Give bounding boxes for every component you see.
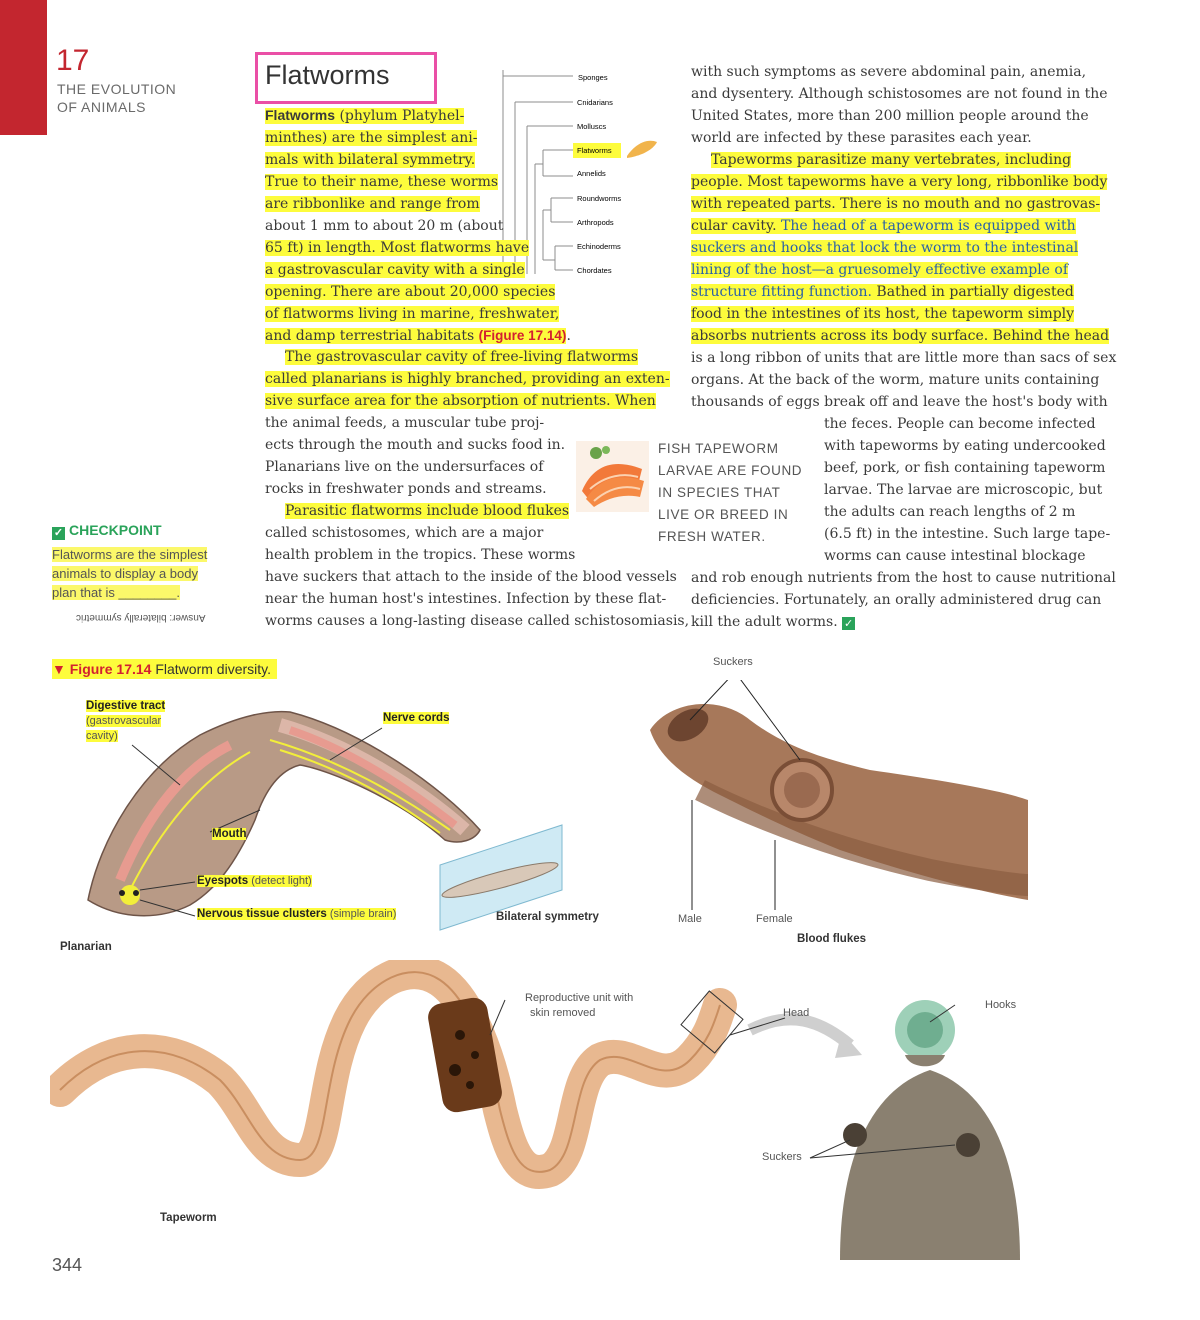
label-bilateral-symmetry: Bilateral symmetry (496, 911, 599, 923)
caption-blood-flukes: Blood flukes (797, 933, 867, 945)
label-hooks: Hooks (985, 999, 1017, 1011)
clade-label-cnidarians: Cnidarians (577, 98, 613, 107)
label-suckers-scolex: Suckers (762, 1151, 802, 1163)
column1-paragraph3: Parasitic flatworms include blood flukes called schistosomes, which are a major health problem in the tropics. These worms have suckers that attach to the inside of the blood vessels near the human host's intestines. Infection by these flat- worms causes a long-lasting disease called schistosomiasis, (265, 503, 690, 629)
emphasis-structure-function: The head of a tapeworm is equipped with (780, 218, 1076, 234)
label-suckers-fluke: Suckers (713, 656, 753, 668)
clade-label-chordates: Chordates (577, 266, 612, 275)
chapter-number: 17 (56, 44, 90, 77)
column2-text: with such symptoms as severe abdominal pain, anemia, and dysentery. Although schistosomes are not found in the United States, more than 200 million people around the world are infected by these parasites each year. Tapeworms parasitize many vertebrates, including people. Most tapeworms have a very long, ribbonlike body with repeated parts. There is no mouth and no gastrovas- cular cavity. The head of a tapeworm is equipped with suckers and hooks that lock the worm to the intestinal lining of the host—a gruesomely effective example of structure fitting function. Bathed in partially digested food in the intestines of its host, the tapeworm simply absorbs nutrients across its body surface. Behind the head is a long ribbon of units that are little more than sacs of sex organs. At the back of the worm, mature units containing thousands of eggs break off and leave the host's body with the feces. People can become infected with tapeworms by eating undercooked beef, pork, or fish containing tapeworm larvae. The larvae are microscopic, but the adults can reach lengths of 2 m (6.5 ft) in the intestine. Such large tape- worms can cause intestinal blockage and rob enough nutrients from the host to cause nutritional deficiencies. Fortunately, an orally administered drug can kill the adult worms. ✓ (691, 64, 1117, 630)
section-title: Flatworms (265, 60, 390, 90)
clade-label-annelids: Annelids (577, 169, 606, 178)
caption-tapeworm: Tapeworm (160, 1212, 217, 1224)
scolex-sucker-right (956, 1133, 980, 1157)
label-cavity: cavity) (86, 730, 118, 742)
salmon-sashimi-photo (576, 441, 649, 512)
label-eyespots: Eyespots (detect light) (197, 875, 312, 887)
blood-flukes-photo (640, 680, 1030, 915)
checkpoint-question: Flatworms are the simplest animals to display a body plan that is ________. (52, 547, 208, 600)
scolex (840, 1070, 1020, 1260)
chapter-title-line2: OF ANIMALS (57, 99, 147, 115)
label-nervous-clusters: Nervous tissue clusters (simple brain) (197, 908, 397, 920)
zoom-arrow (750, 1019, 850, 1045)
clade-label-flatworms: Flatworms (577, 146, 612, 155)
scolex-sucker-left (843, 1123, 867, 1147)
label-gastrovascular: (gastrovascular (86, 715, 162, 727)
page-number: 344 (52, 1255, 83, 1275)
reproductive-unit (426, 996, 504, 1115)
column1-paragraph2: The gastrovascular cavity of free-living flatworms called planarians is highly branched, providing an exten- sive surface area for the absorption of nutrients. When the animal feeds, a muscular tube proj- ects through the mouth and sucks food in. Planarians live on the undersurfaces of rocks in freshwater ponds and streams. (265, 349, 670, 497)
chapter-tab (0, 0, 47, 135)
column1-paragraph1: Flatworms (phylum Platyhel- minthes) are the simplest ani- mals with bilateral symmetry. True to their name, these worms are ribbonlike and range from about 1 mm to about 20 m (about 65 ft) in length. Most flatworms have a gastrovascular cavity with a single opening. There are about 20,000 species of flatworms living in marine, freshwater, and damp terrestrial habitats (Figure 17.14). (265, 107, 571, 344)
label-nerve-cords: Nerve cords (383, 712, 450, 724)
chapter-title (57, 80, 176, 116)
end-check-icon: ✓ (843, 617, 854, 630)
label-male: Male (678, 913, 702, 925)
clade-label-molluscs: Molluscs (577, 122, 607, 131)
label-mouth: Mouth (212, 828, 247, 840)
flatworm-silhouette-icon (627, 141, 657, 158)
eyespot-left (119, 890, 125, 896)
term-flatworms: Flatworms (265, 107, 336, 123)
checkpoint-check-icon: ✓ (53, 527, 64, 539)
clade-label-roundworms: Roundworms (577, 194, 622, 203)
label-digestive-tract: Digestive tract (86, 700, 166, 712)
label-reproductive-unit-line2: skin removed (530, 1007, 596, 1019)
label-female: Female (756, 913, 793, 925)
checkpoint-answer-inverted: Answer: bilaterally symmetric (76, 612, 206, 623)
sidebar-fact: FISH TAPEWORM LARVAE ARE FOUND IN SPECIES THAT LIVE OR BREED IN FRESH WATER. (658, 441, 803, 544)
eyespot-right (133, 890, 139, 896)
figure-triangle-icon: ▼ (52, 661, 66, 677)
caption-planarian: Planarian (60, 941, 112, 953)
label-head: Head (783, 1007, 810, 1019)
figure-reference-link[interactable]: (Figure 17.14) (478, 328, 567, 343)
figure-heading: ▼ Figure 17.14 Flatworm diversity. (52, 659, 277, 679)
label-reproductive-unit-line1: Reproductive unit with (525, 992, 634, 1004)
clade-label-arthropods: Arthropods (577, 218, 614, 227)
chapter-title-line1: THE EVOLUTION (57, 81, 177, 97)
clade-label-echinoderms: Echinoderms (577, 242, 621, 251)
checkpoint-heading: ✓ CHECKPOINT (53, 522, 162, 539)
clade-label-sponges: Sponges (578, 73, 608, 82)
